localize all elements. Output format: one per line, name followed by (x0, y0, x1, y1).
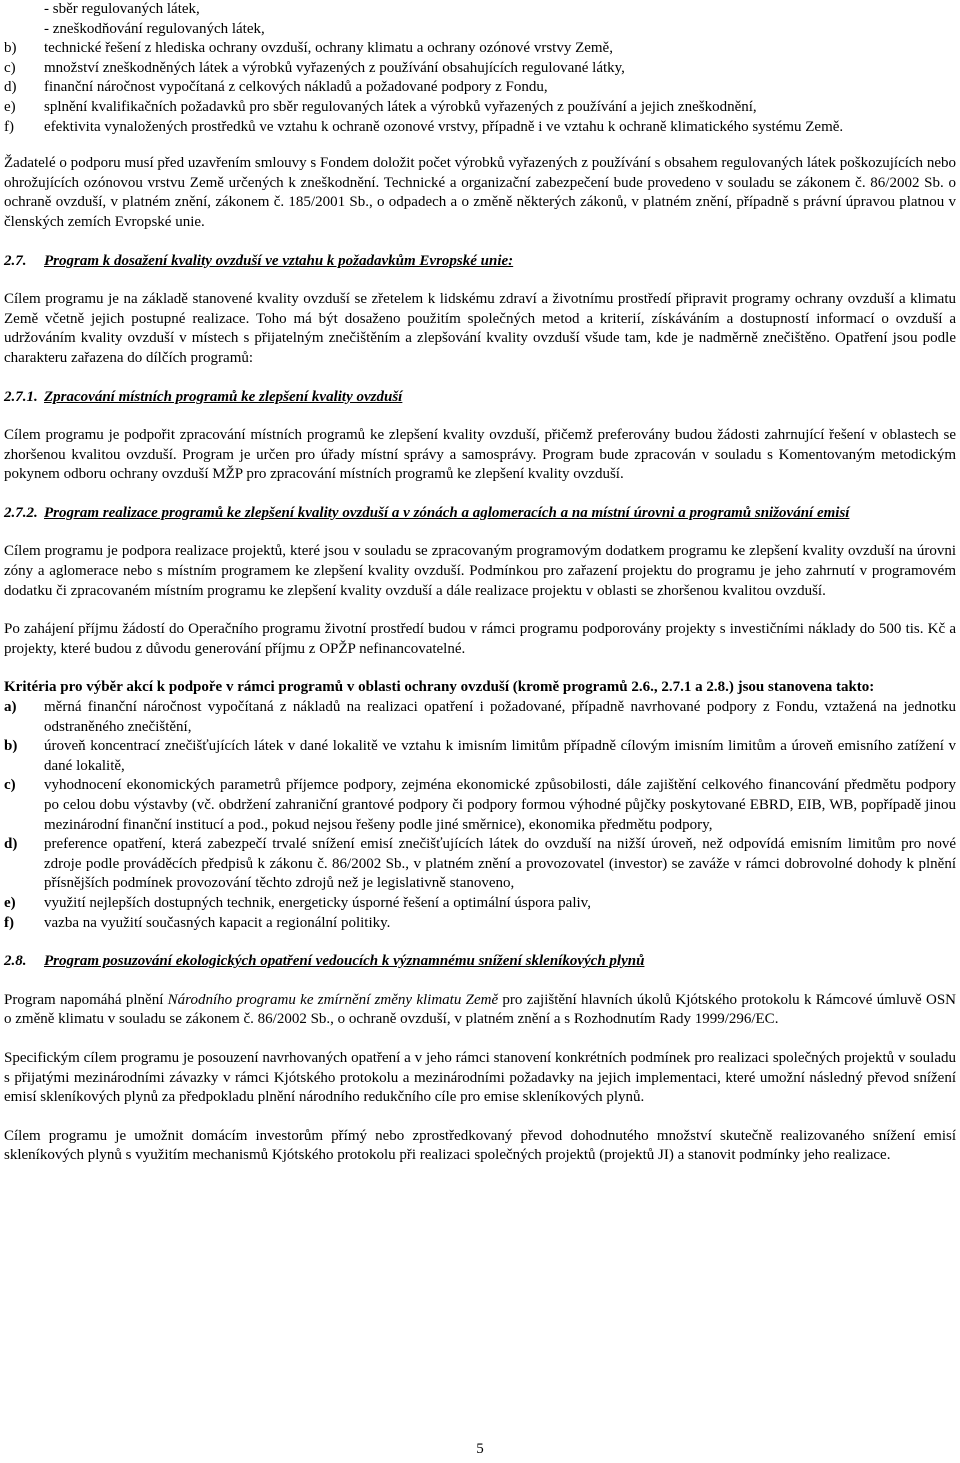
list-item (4, 78, 956, 98)
list-item (4, 776, 956, 835)
paragraph-text: Program napomáhá plnění (4, 991, 168, 1008)
section-title: Program realizace programů ke zlepšení kvality ovzduší a v zónách a aglomeracích a na místní úrovni a programů snižování emisí (44, 504, 850, 521)
paragraph-text: pro zajištění hlavních úkolů Kjótského protokolu k Rámcové úmluvě OSN o změně klimatu v souladu se zákonem č. 86/2002 Sb., o ochraně ovzduší, v platném znění a s Rozhodnutím Rady 1999/296/EC. (4, 991, 956, 1028)
list-marker: b) (4, 40, 17, 57)
list-text: efektivita vynaložených prostředků ve vztahu k ochraně ozonové vrstvy, případně i ve vztahu k ochraně klimatického systému Země. (44, 118, 844, 135)
section-title: Program k dosažení kvality ovzduší ve vztahu k požadavkům Evropské unie: (44, 252, 514, 269)
section-number: 2.7.1. (4, 388, 38, 405)
paragraph (4, 991, 956, 1030)
criteria-heading: Kritéria pro výběr akcí k podpoře v rámci programů v oblasti ochrany ovzduší (kromě programů 2.6., 2.7.1 a 2.8.) jsou stanovena takto: (4, 679, 875, 696)
list-marker: f) (4, 914, 14, 931)
section-heading-2-7-2 (4, 504, 956, 524)
section-title: Program posuzování ekologických opatření vedoucích k významnému snížení skleníkových plynů (44, 953, 645, 970)
list-item (4, 118, 956, 138)
paragraph: Cílem programu je podpořit zpracování místních programů ke zlepšení kvality ovzduší, přičemž preferovány budou žádosti zahrnující řešení v oblastech se zhoršenou kvalitou ovzduší. Program je určen pro úřady místní správy a samosprávy. Program bude zpracován v souladu s Komentovaným metodickým pokynem odboru ochrany ovzduší MŽP pro zpracování místních programů ke zlepšení kvality ovzduší. (4, 427, 956, 483)
document-page (4, 0, 956, 1166)
paragraph: Cílem programu je umožnit domácím investorům přímý nebo zprostředkovaný převod dohodnutého množství skutečně realizovaného snížení emisí skleníkových plynů s využitím mechanismů Kjótského protokolu při realizaci společných projektů (projektů JI) a stanovit podmínky jeho realizace. (4, 1127, 956, 1164)
list-marker: e) (4, 98, 16, 115)
list-marker: d) (4, 836, 18, 853)
list-text: vazba na využití současných kapacit a regionální politiky. (44, 914, 391, 931)
list-text: finanční náročnost vypočítaná z celkových nákladů a požadované podpory z Fondu, (44, 79, 548, 96)
list-item (4, 698, 956, 737)
list-text: splnění kvalifikačních požadavků pro sběr regulovaných látek a výrobků vyřazených z používání a jejich zneškodnění, (44, 98, 757, 115)
list-item (4, 894, 956, 914)
list-item (4, 59, 956, 79)
paragraph: Cílem programu je na základě stanovené kvality ovzduší se zřetelem k lidskému zdraví a životnímu prostředí připravit programy ochrany ovzduší a klimatu Země včetně jejich postupné realizace. Toho má být dosaženo použitím společných metod a kriterií, získáváním a dostupností informací o ovzduší a udržováním kvality ovzduší v místech s přijatelným znečištěním a zlepšování kvality ovzduší všude tam, kde je nadměrně znečištěno. Opatření jsou podle charakteru zařazena do dílčích programů: (4, 291, 956, 366)
list-item (4, 737, 956, 776)
section-heading-2-8 (4, 952, 956, 972)
program-name: Národního programu ke zmírnění změny klimatu Země (167, 991, 499, 1008)
page-number: 5 (476, 1441, 484, 1457)
list-text: úroveň koncentrací znečišťujících látek v dané lokalitě ve vztahu k imisním limitům případně cílovým imisním limitům a úroveň emisního zatížení v dané lokalitě, (44, 738, 956, 774)
list-marker: e) (4, 894, 16, 911)
list-text: využití nejlepších dostupných technik, energeticky úsporné řešení a optimální úspora paliv, (44, 894, 591, 911)
section-number: 2.8. (4, 953, 27, 970)
list-marker: b) (4, 738, 18, 755)
paragraph: Po zahájení příjmu žádostí do Operačního programu životní prostředí budou v rámci programu podporovány projekty s investičními náklady do 500 tis. Kč a projekty, které budou z důvodu generování příjmu z OPŽP nefinancovatelné. (4, 621, 956, 657)
list-marker: c) (4, 59, 16, 76)
paragraph: Specifickým cílem programu je posouzení navrhovaných opatření a v jeho rámci stanovení konkrétních podmínek pro realizaci společných projektů v souladu s přijatými mezinárodními závazky v rámci Kjótského protokolu a mezinárodními požadavky na jejich implementaci, které umožní následný převod snížení emisí skleníkových plynů za předpokladu plnění národního redukčního cíle pro emise skleníkových plynů. (4, 1049, 956, 1106)
section-title: Zpracování místních programů ke zlepšení kvality ovzduší (44, 388, 403, 405)
list-item (4, 98, 956, 118)
list-text: měrná finanční náročnost vypočítaná z nákladů na realizaci opatření i požadované, případně navrhované podpory z Fondu, vztažená na jednotku odstraněného znečištění, (44, 699, 956, 735)
list-marker: d) (4, 79, 17, 96)
section-number: 2.7.2. (4, 504, 38, 521)
list-marker: a) (4, 699, 17, 716)
list-text: množství zneškodněných látek a výrobků vyřazených z používání obsahujících regulované látky, (44, 59, 625, 76)
list-item (4, 835, 956, 894)
list-text: vyhodnocení ekonomických parametrů příjemce podpory, zejména ekonomické způsobilosti, dále zajištění celkového financování předmětu podpory po celou dobu výstavby (vč. obdržení zahraniční grantové podpory či podpory formou výhodné půjčky poskytované EBRD, EIB, WB, popřípadě jinou mezinárodní finanční institucí a pod., pokud nejsou řešeny podle jiné směrnice), ekonomika předmětu podpory, (44, 777, 956, 833)
section-number: 2.7. (4, 252, 27, 269)
list-item (4, 914, 956, 934)
paragraph: Cílem programu je podpora realizace projektů, které jsou v souladu se zpracovaným programovým dodatkem programu ke zlepšení kvality ovzduší na úrovni zóny a aglomerace nebo s místním programem ke zlepšení kvality ovzduší. Podmínkou pro zařazení projektu do programu je jeho zahrnutí v programovém dodatku či zpracovaném místním programu ke zlepšení kvality ovzduší a dále realizace projektu v oblasti se zhoršenou kvalitou ovzduší. (4, 543, 956, 599)
list-item: - zneškodňování regulovaných látek, (44, 20, 265, 37)
list-item: - sběr regulovaných látek, (44, 1, 200, 17)
list-marker: c) (4, 777, 16, 794)
list-text: technické řešení z hlediska ochrany ovzduší, ochrany klimatu a ochrany ozónové vrstvy Země, (44, 40, 613, 57)
list-item (4, 39, 956, 59)
section-heading-2-7-1 (4, 388, 956, 408)
list-text: preference opatření, která zabezpečí trvalé snížení emisí znečišťujících látek do ovzduší na nižší úroveň, než odpovídá emisním limitům pro nové zdroje podle prováděcích předpisů k zákonu č. 86/2002 Sb., v platném znění a provozovatel (investor) se zaváže v rámci dobrovolné dohody k plnění přísnějších podmínek provozování těchto zdrojů než je legislativně stanoveno, (44, 836, 956, 892)
section-heading-2-7 (4, 252, 956, 272)
paragraph-zadatele: Žadatelé o podporu musí před uzavřením smlouvy s Fondem doložit počet výrobků vyřazených z používání s obsahem regulovaných látek poškozujících nebo ohrožujících ozónovou vrstvu Země určených k zneškodnění. Technické a organizační zabezpečení bude provedeno v souladu se zákonem č. 86/2002 Sb. o ochraně ovzduší, v platném znění, zákonem č. 185/2001 Sb., o odpadech a o změně některých zákonů, v platném znění, případně s právní úpravou platnou v členských zemích Evropské unie. (4, 155, 956, 230)
list-marker: f) (4, 118, 14, 135)
